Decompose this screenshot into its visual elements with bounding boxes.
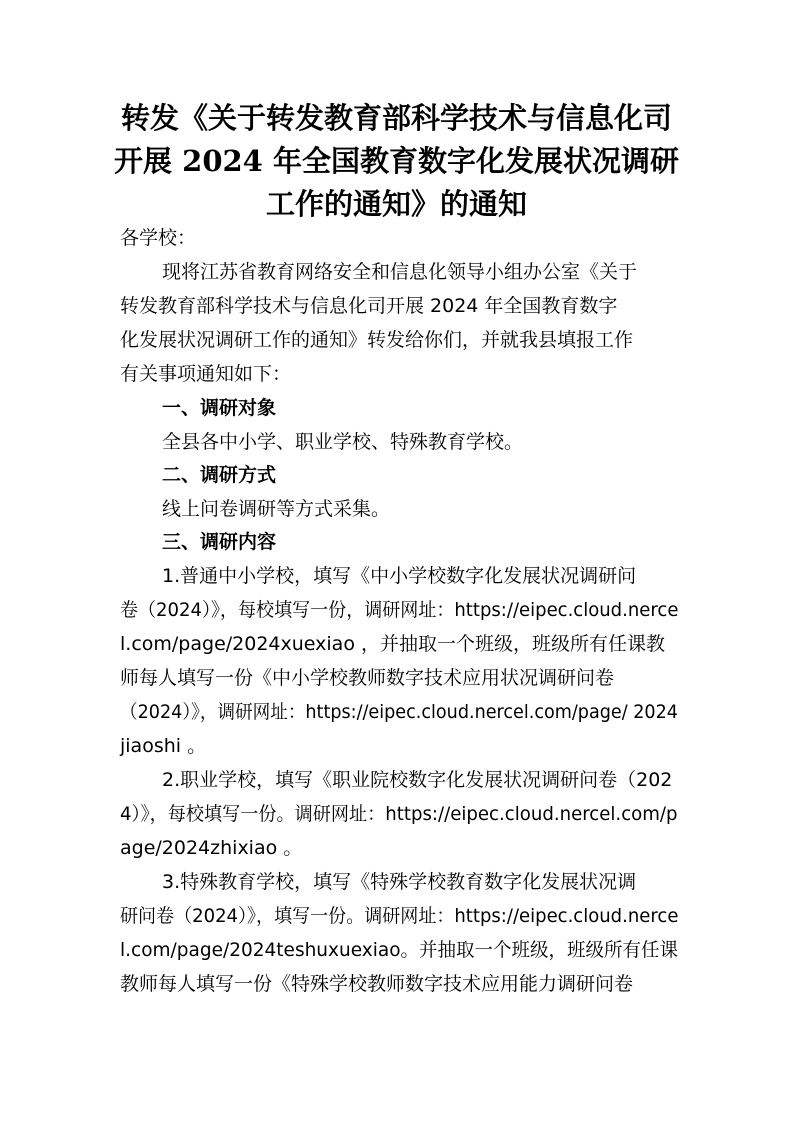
item-1-line-4: 师每人填写一份《中小学校教师数字技术应用状况调研问卷: [120, 667, 615, 689]
item-2-line-3: age/2024zhixiao 。: [120, 837, 303, 859]
intro-line-3: 化发展状况调研工作的通知》转发给你们，并就我县填报工作: [120, 329, 634, 351]
item-3-line-4: 教师每人填写一份《特殊学校教师数字技术应用能力调研问卷: [120, 973, 634, 995]
section-1-heading: 一、调研对象: [162, 397, 277, 419]
item-1-line-3: l.com/page/2024xuexiao ，并抽取一个班级，班级所有任课教: [120, 633, 665, 655]
item-3-line-2: 研问卷（2024）》，填写一份。调研网址：https://eipec.cloud.nerce: [120, 905, 679, 927]
section-3-heading: 三、调研内容: [162, 531, 277, 553]
item-1-line-5: （2024）》，调研网址：https://eipec.cloud.nercel.com/page/ 2024: [120, 701, 678, 723]
item-3-line-3: l.com/page/2024teshuxuexiao。并抽取一个班级，班级所有任课: [120, 939, 679, 961]
document-title-line-3: 工作的通知》的通知: [265, 187, 527, 221]
intro-line-1: 现将江苏省教育网络安全和信息化领导小组办公室《关于: [162, 261, 638, 283]
item-2-line-1: 2.职业学校，填写《职业院校数字化发展状况调研问卷（202: [162, 769, 673, 791]
document-title-line-2: 开展 2024 年全国教育数字化发展状况调研: [114, 144, 679, 178]
item-1-line-6: jiaoshi 。: [120, 735, 207, 757]
item-3-line-1: 3.特殊教育学校，填写《特殊学校教育数字化发展状况调: [162, 871, 637, 893]
intro-line-4: 有关事项通知如下：: [120, 363, 292, 385]
intro-line-2: 转发教育部科学技术与信息化司开展 2024 年全国教育数字: [120, 295, 618, 317]
item-1-line-2: 卷（2024）》，每校填写一份，调研网址：https://eipec.cloud.nerce: [120, 599, 679, 621]
section-2-text: 线上问卷调研等方式采集。: [162, 498, 391, 520]
item-2-line-2: 4）》，每校填写一份。调研网址：https://eipec.cloud.nercel.com/p: [120, 803, 678, 825]
item-1-line-1: 1.普通中小学校，填写《中小学校数字化发展状况调研问: [162, 565, 637, 587]
section-1-text: 全县各中小学、职业学校、特殊教育学校。: [162, 431, 524, 453]
document-title-line-1: 转发《关于转发教育部科学技术与信息化司: [120, 101, 672, 135]
section-2-heading: 二、调研方式: [162, 464, 277, 486]
salutation: 各学校：: [120, 227, 197, 249]
